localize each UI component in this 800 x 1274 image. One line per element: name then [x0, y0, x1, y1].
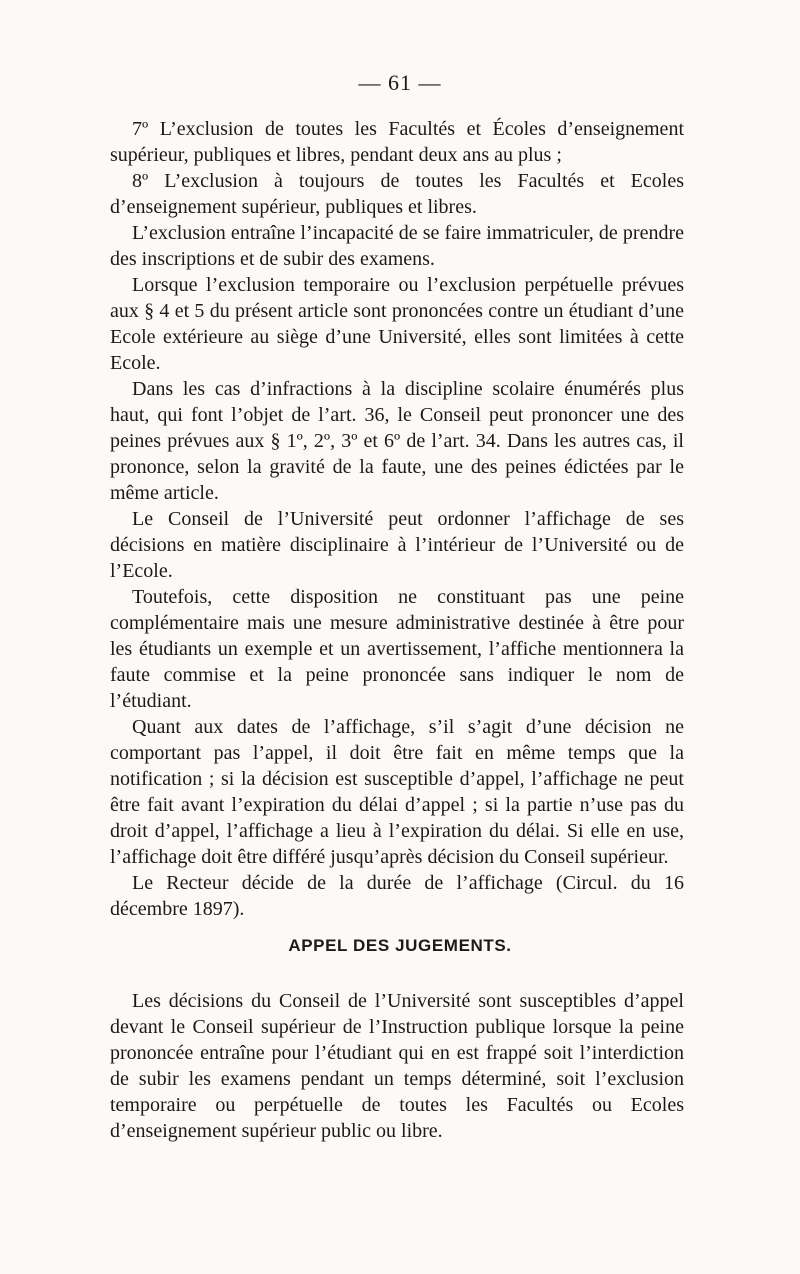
paragraph: Le Recteur décide de la durée de l’affichage (Circul. du 16 décembre 1897).	[110, 872, 684, 920]
section-heading: APPEL DES JUGEMENTS.	[288, 936, 512, 955]
paragraph: 8º L’exclusion à toujours de toutes les Facultés et Ecoles d’enseignement supérieur, publiques et libres.	[110, 170, 684, 218]
paragraph: Dans les cas d’infractions à la discipline scolaire énumérés plus haut, qui font l’objet de l’art. 36, le Conseil peut prononcer une des peines prévues aux § 1º, 2º, 3º et 6º de l’art. 34. Dans les autres cas, il prononce, selon la gravité de la faute, une des peines édictées par le même article.	[110, 378, 684, 504]
paragraph: Quant aux dates de l’affichage, s’il s’agit d’une décision ne comportant pas l’appel, il doit être fait en même temps que la notification ; si la décision est susceptible d’appel, l’affichage ne peut être fait avant l’expiration du délai d’appel ; si la partie n’use pas du droit d’appel, l’affichage a lieu à l’expiration du délai. Si elle en use, l’affichage doit être différé jusqu’après décision du Conseil supérieur.	[110, 716, 684, 868]
body-text-upper	[110, 116, 684, 922]
paragraph: Toutefois, cette disposition ne constituant pas une peine complémentaire mais une mesure administrative destinée à être pour les étudiants un exemple et un avertissement, l’affiche mentionnera la faute commise et la peine prononcée sans indiquer le nom de l’étudiant.	[110, 586, 684, 712]
paragraph: Lorsque l’exclusion temporaire ou l’exclusion perpétuelle prévues aux § 4 et 5 du présent article sont prononcées contre un étudiant d’une Ecole extérieure au siège d’une Université, elles sont limitées à cette Ecole.	[110, 274, 684, 374]
paragraph: 7º L’exclusion de toutes les Facultés et Écoles d’enseignement supérieur, publiques et libres, pendant deux ans au plus ;	[110, 118, 684, 166]
body-text-lower	[110, 988, 684, 1144]
paragraph: Les décisions du Conseil de l’Université sont susceptibles d’appel devant le Conseil supérieur de l’Instruction publique lorsque la peine prononcée entraîne pour l’étudiant qui en est frappé soit l’interdiction de subir les examens pendant un temps déterminé, soit l’exclusion temporaire ou perpétuelle de toutes les Facultés ou Ecoles d’enseignement supérieur public ou libre.	[110, 990, 684, 1142]
paragraph: L’exclusion entraîne l’incapacité de se faire immatriculer, de prendre des inscriptions et de subir des examens.	[110, 222, 684, 270]
page-number: — 61 —	[358, 70, 442, 95]
paragraph: Le Conseil de l’Université peut ordonner l’affichage de ses décisions en matière disciplinaire à l’intérieur de l’Université ou de l’Ecole.	[110, 508, 684, 582]
